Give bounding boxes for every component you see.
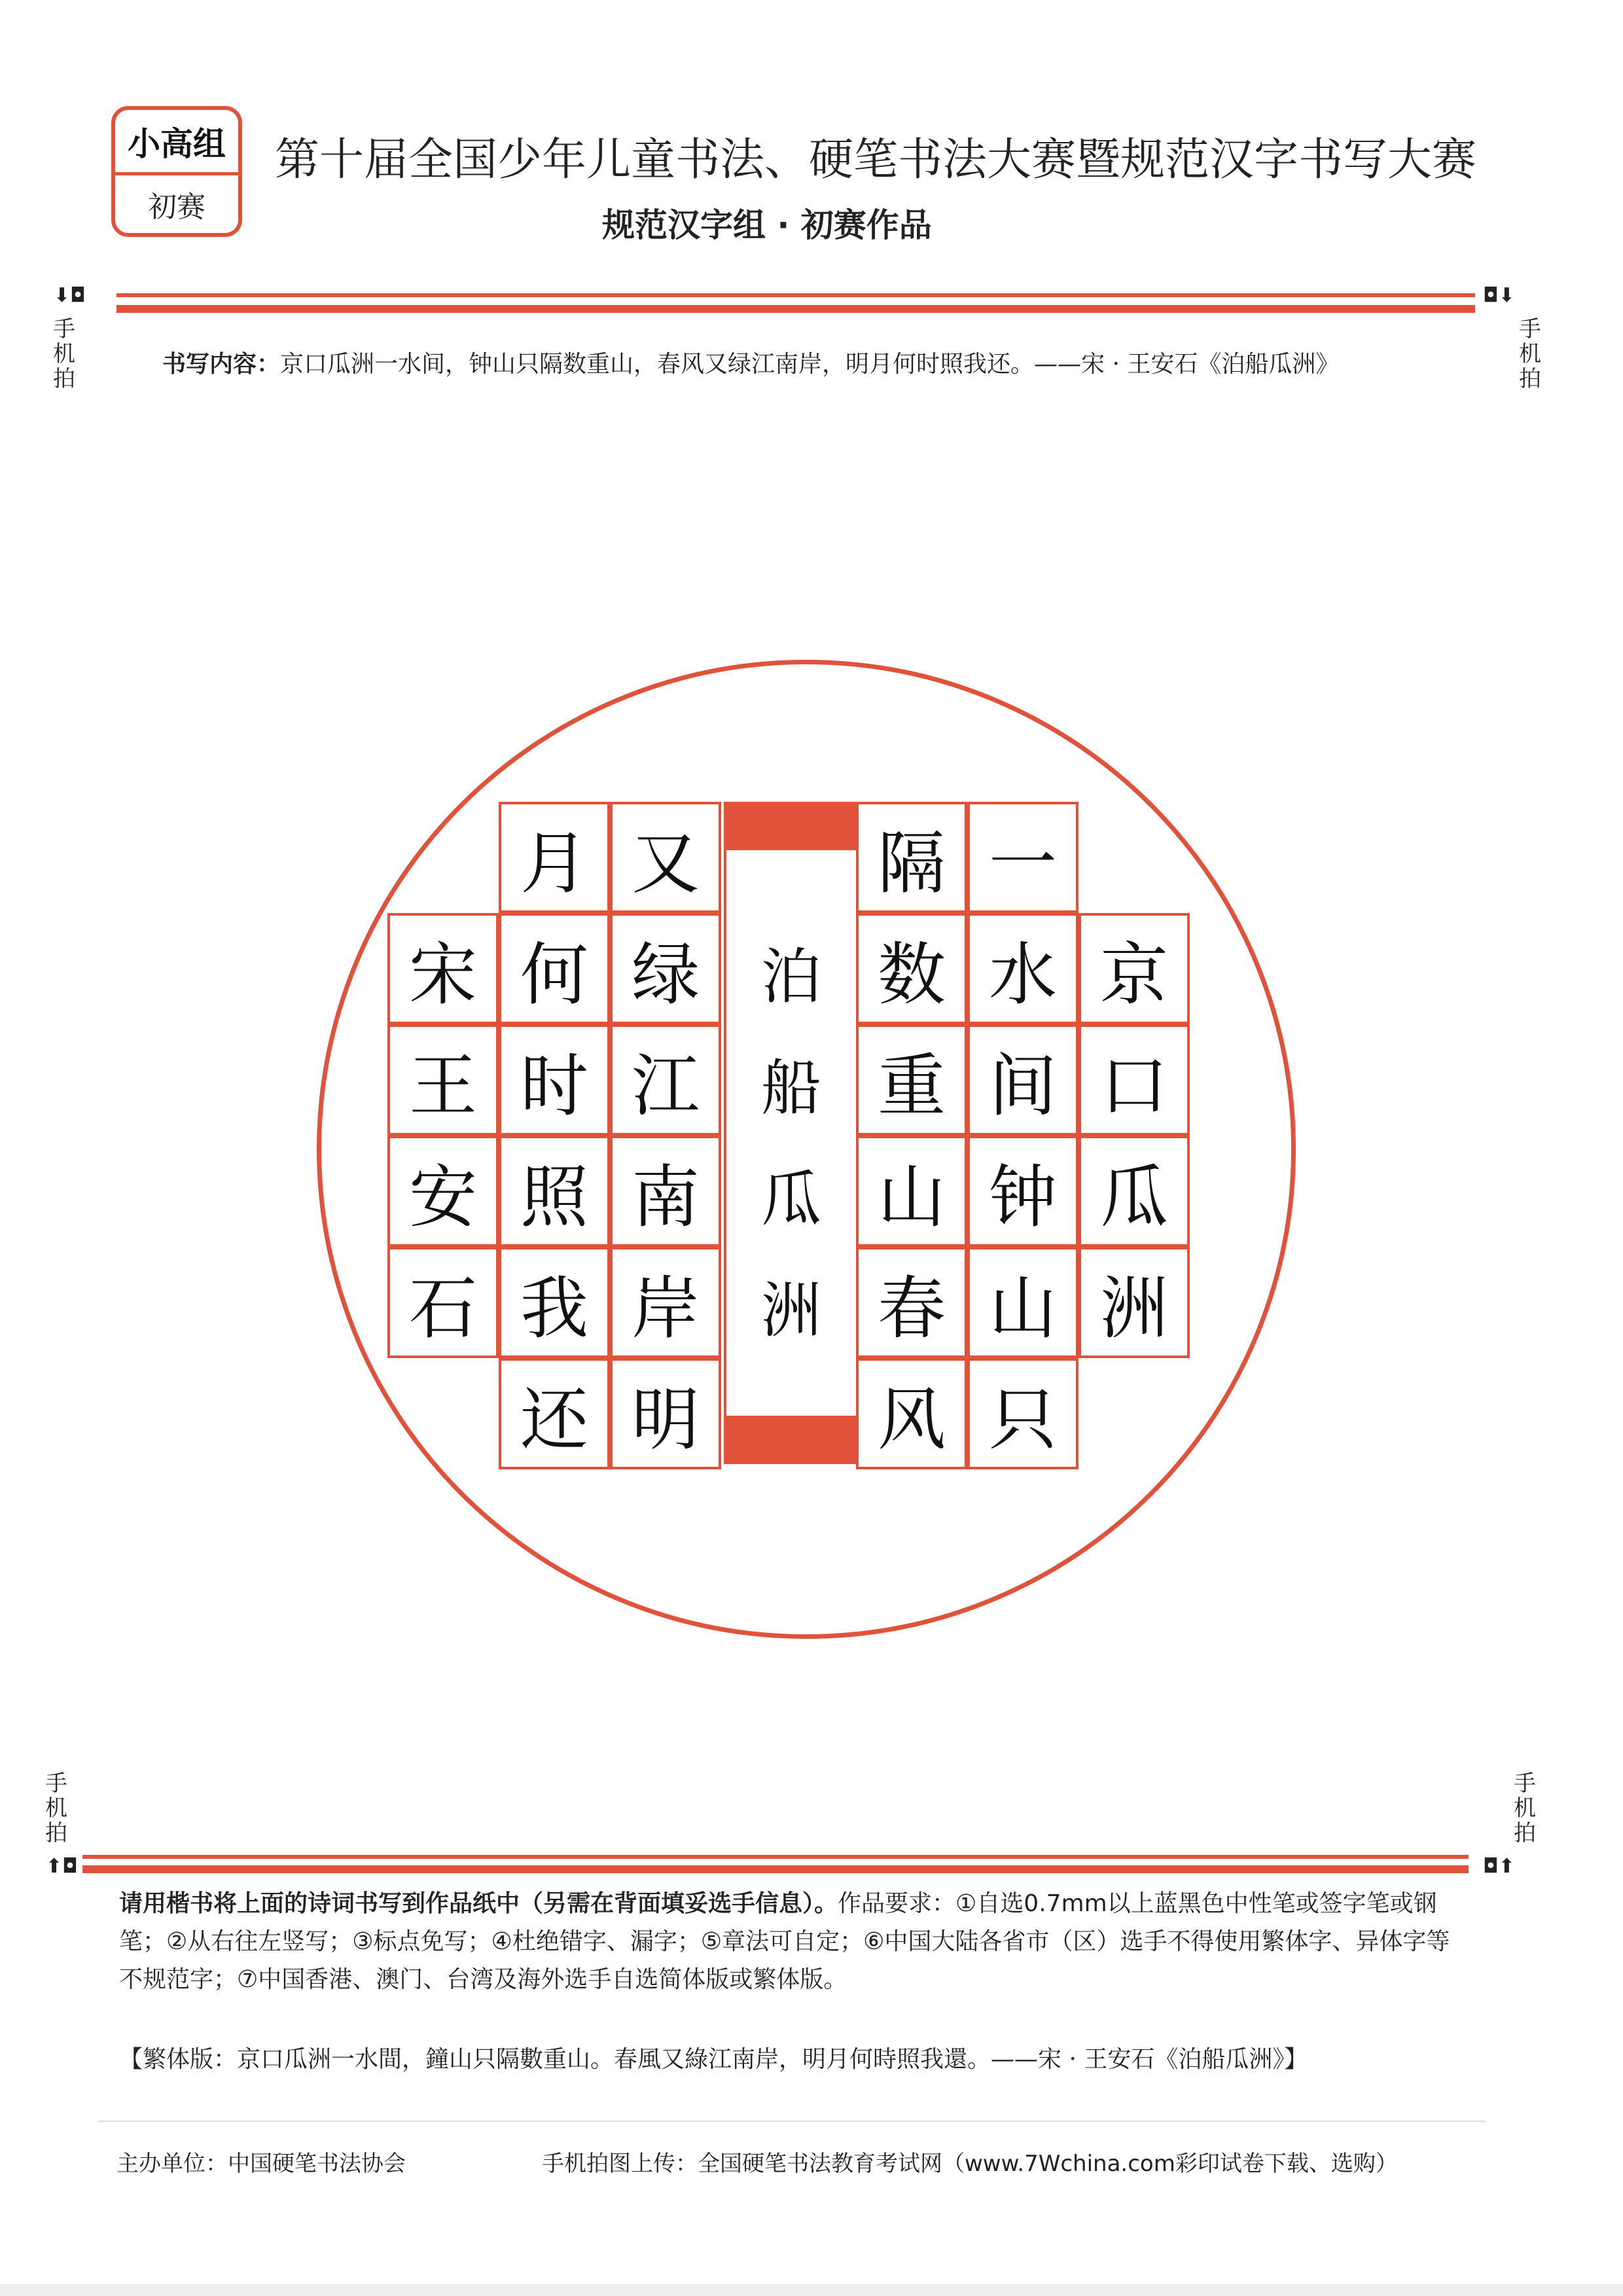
right_block-cell: 京	[1079, 913, 1190, 1024]
left_block-cell: 明	[610, 1358, 721, 1469]
right_block-cell: 春	[856, 1247, 967, 1358]
title-column-cap-top	[726, 804, 856, 850]
left_block-cell: 绿	[610, 913, 721, 1024]
phone-shoot-label-top-right: 手机拍	[1519, 316, 1541, 392]
writing-content-text: 京口瓜洲一水间，钟山只隔数重山，春风又绿江南岸，明月何时照我还。——宋 · 王安石《泊船瓜洲》	[280, 351, 1340, 378]
right_block-cell: 重	[856, 1024, 967, 1136]
left_block-cell: 照	[499, 1136, 610, 1247]
badge-stage-label: 初赛	[148, 190, 205, 224]
writing-content-label: 书写内容：	[162, 351, 281, 378]
right_block-cell: 一	[967, 802, 1079, 913]
right_block-cell: 隔	[856, 802, 967, 913]
left_block-cell: 安	[387, 1136, 499, 1247]
badge-group-label: 小高组	[115, 110, 238, 175]
instructions-body: 作品要求：①自选0.7mm以上蓝黑色中性笔或签字笔或钢笔；②从右往左竖写；③标点免写；④杜绝错字、漏字；⑤章法可自定；⑥中国大陆各省市（区）选手不得使用繁体字、异体字等不规范字；⑦中国香港、澳门、台湾及海外选手自选简体版或繁体版。	[119, 1890, 1450, 1993]
footer-upload: 手机拍图上传：全国硬笔书法教育考试网（www.7Wchina.com彩印试卷下载、选购）	[542, 2151, 1398, 2177]
left_block-cell: 何	[499, 913, 610, 1024]
right_block-cell: 瓜	[1079, 1136, 1190, 1247]
left_block-cell: 江	[610, 1024, 721, 1136]
left_block-cell: 岸	[610, 1247, 721, 1358]
phone-shoot-label-top-left: 手机拍	[53, 316, 75, 392]
traditional-version-note: 【繁体版：京口瓜洲一水間，鐘山只隔數重山。春風又綠江南岸，明月何時照我還。——宋 · 王安石《泊船瓜洲》】	[119, 2046, 1308, 2073]
footer-divider	[98, 2121, 1486, 2122]
title-column-cap-bottom	[726, 1416, 856, 1462]
camera-upload-icon-bottom-left: ⬆◘	[46, 1855, 78, 1878]
top-divider-thick	[116, 305, 1475, 313]
phone-shoot-label-bottom-left: 手机拍	[45, 1770, 67, 1846]
right_block-cell: 间	[967, 1024, 1079, 1136]
title-char: 泊	[760, 942, 821, 1012]
bottom-divider-thin	[82, 1855, 1469, 1859]
page-title: 第十届全国少年儿童书法、硬笔书法大赛暨规范汉字书写大赛	[275, 134, 1477, 186]
right_block-cell: 山	[967, 1247, 1079, 1358]
scan-edge	[0, 2284, 1623, 2296]
right_block-cell: 只	[967, 1358, 1079, 1469]
right_block-cell: 山	[856, 1136, 967, 1247]
instructions	[119, 1885, 1467, 1999]
title-char: 洲	[760, 1276, 821, 1346]
right_block-cell: 洲	[1079, 1247, 1190, 1358]
top-divider-thin	[116, 293, 1475, 297]
right_block-cell: 口	[1079, 1024, 1190, 1136]
instructions-lead: 请用楷书将上面的诗词书写到作品纸中（另需在背面填妥选手信息）。	[119, 1890, 838, 1917]
footer-organizer: 主办单位：中国硬笔书法协会	[116, 2151, 406, 2177]
right_block-cell: 数	[856, 913, 967, 1024]
left_block-cell: 王	[387, 1024, 499, 1136]
left_block-cell: 月	[499, 802, 610, 913]
title-char: 船	[760, 1053, 821, 1123]
left_block-cell: 宋	[387, 913, 499, 1024]
right_block-cell: 钟	[967, 1136, 1079, 1247]
right_block-cell: 水	[967, 913, 1079, 1024]
bottom-divider-thick	[82, 1865, 1469, 1873]
artwork-title-column	[724, 802, 859, 1464]
group-badge	[111, 106, 242, 237]
camera-download-icon-top-left: ⬇◘	[54, 284, 86, 307]
left_block-cell: 时	[499, 1024, 610, 1136]
left_block-cell: 我	[499, 1247, 610, 1358]
phone-shoot-label-bottom-right: 手机拍	[1514, 1770, 1536, 1846]
writing-content	[162, 346, 1339, 379]
left_block-cell: 又	[610, 802, 721, 913]
right_block-cell: 风	[856, 1358, 967, 1469]
camera-upload-icon-bottom-right: ◘⬆	[1483, 1855, 1515, 1878]
camera-download-icon-top-right: ◘⬇	[1483, 284, 1515, 307]
left_block-cell: 还	[499, 1358, 610, 1469]
left_block-cell: 南	[610, 1136, 721, 1247]
left_block-cell: 石	[387, 1247, 499, 1358]
page-subtitle: 规范汉字组 · 初赛作品	[602, 206, 932, 244]
title-char: 瓜	[760, 1164, 821, 1234]
